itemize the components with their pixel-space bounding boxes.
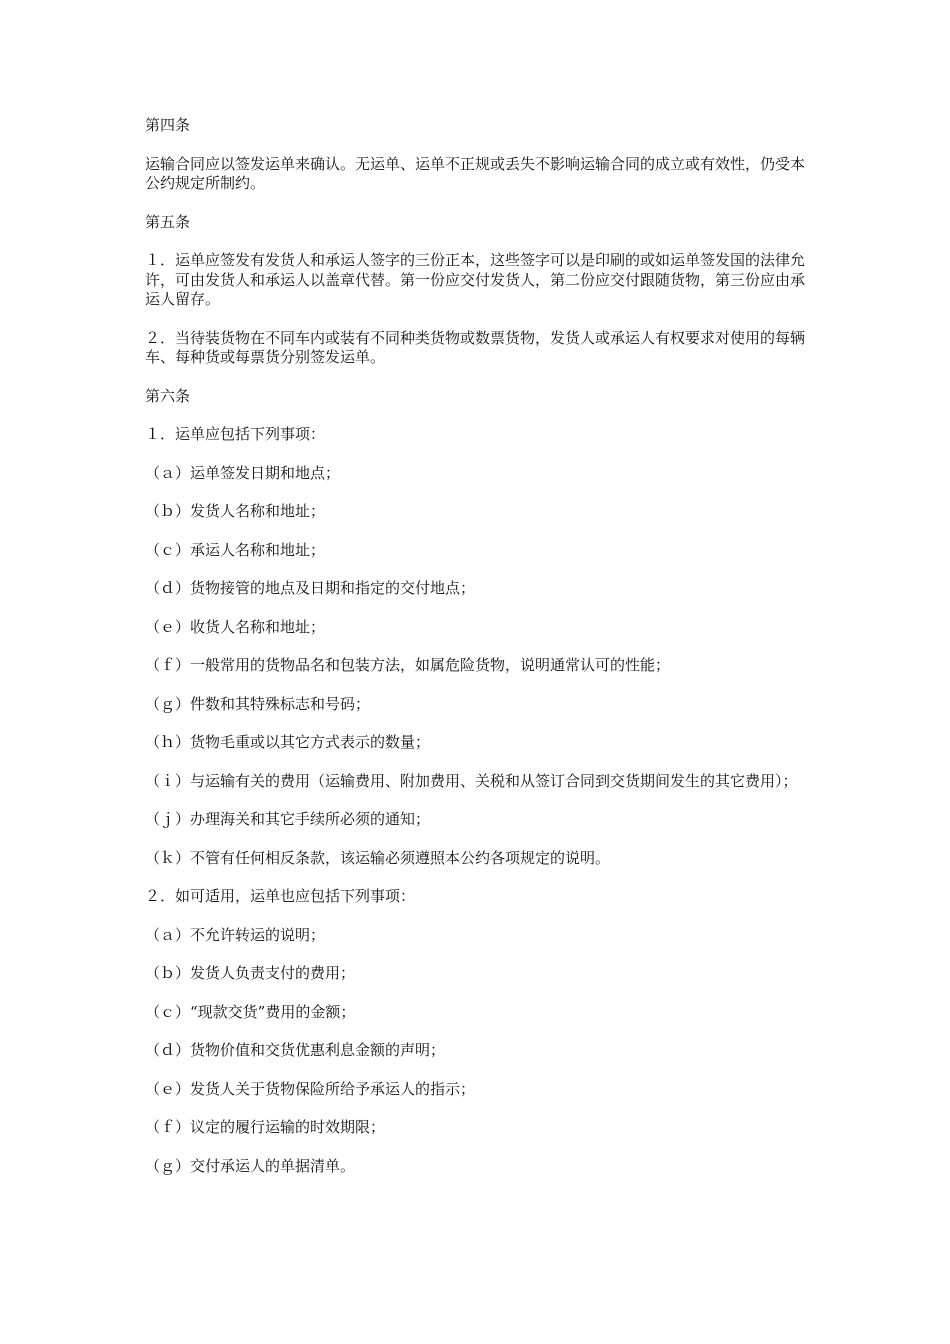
- list-item: （ｆ）议定的履行运输的时效期限；: [145, 1118, 386, 1136]
- list-item: （ｆ）一般常用的货物品名和包装方法，如属危险货物，说明通常认可的性能；: [145, 656, 671, 674]
- list-item: （ｉ）与运输有关的费用（运输费用、附加费用、关税和从签订合同到交货期间发生的其它费用）；: [145, 771, 798, 790]
- article-heading-4: 第四条: [145, 116, 191, 134]
- list-item: （ｂ）发货人名称和地址；: [145, 502, 326, 520]
- article-5-clause-1: １．运单应签发有发货人和承运人签字的三份正本，这些签字可以是印刷的或如运单签发国的法律允许，可由发货人和承运人以盖章代替。第一份应交付发货人，第二份应交付跟随货物，第三份应由承运人留存。: [145, 251, 806, 308]
- article-6-clause-2: ２．如可适用，运单也应包括下列事项：: [145, 887, 416, 905]
- list-item: （ｂ）发货人负责支付的费用；: [145, 964, 356, 982]
- article-heading-6: 第六条: [145, 386, 191, 405]
- list-item: （ｅ）收货人名称和地址；: [145, 617, 326, 636]
- article-4-paragraph: 运输合同应以签发运单来确认。无运单、运单不正规或丢失不影响运输合同的成立或有效性，仍受本公约规定所制约。: [145, 154, 806, 192]
- list-item: （ｃ）“现款交货”费用的金额；: [145, 1002, 356, 1021]
- list-item: （ｈ）货物毛重或以其它方式表示的数量；: [145, 733, 431, 751]
- article-6-clause-1: １．运单应包括下列事项：: [145, 425, 326, 443]
- list-item: （ｄ）货物接管的地点及日期和指定的交付地点；: [145, 579, 476, 597]
- list-item: （ｊ）办理海关和其它手续所必须的通知；: [145, 810, 431, 828]
- document-body: [145, 116, 810, 1195]
- list-item: （ｋ）不管有任何相反条款，该运输必须遵照本公约各项规定的说明。: [145, 848, 611, 867]
- article-5-clause-2: ２．当待装货物在不同车内或装有不同种类货物或数票货物，发货人或承运人有权要求对使用的每辆车、每种货或每票货分别签发运单。: [145, 328, 806, 366]
- list-item: （ａ）运单签发日期和地点；: [145, 463, 341, 482]
- list-item: （ｇ）件数和其特殊标志和号码；: [145, 694, 371, 713]
- list-item: （ｅ）发货人关于货物保险所给予承运人的指示；: [145, 1079, 476, 1098]
- article-heading-5: 第五条: [145, 212, 191, 231]
- list-item: （ｃ）承运人名称和地址；: [145, 540, 326, 559]
- list-item: （ｄ）货物价值和交货优惠利息金额的声明；: [145, 1041, 446, 1059]
- list-item: （ｇ）交付承运人的单据清单。: [145, 1156, 356, 1175]
- list-item: （ａ）不允许转运的说明；: [145, 925, 326, 944]
